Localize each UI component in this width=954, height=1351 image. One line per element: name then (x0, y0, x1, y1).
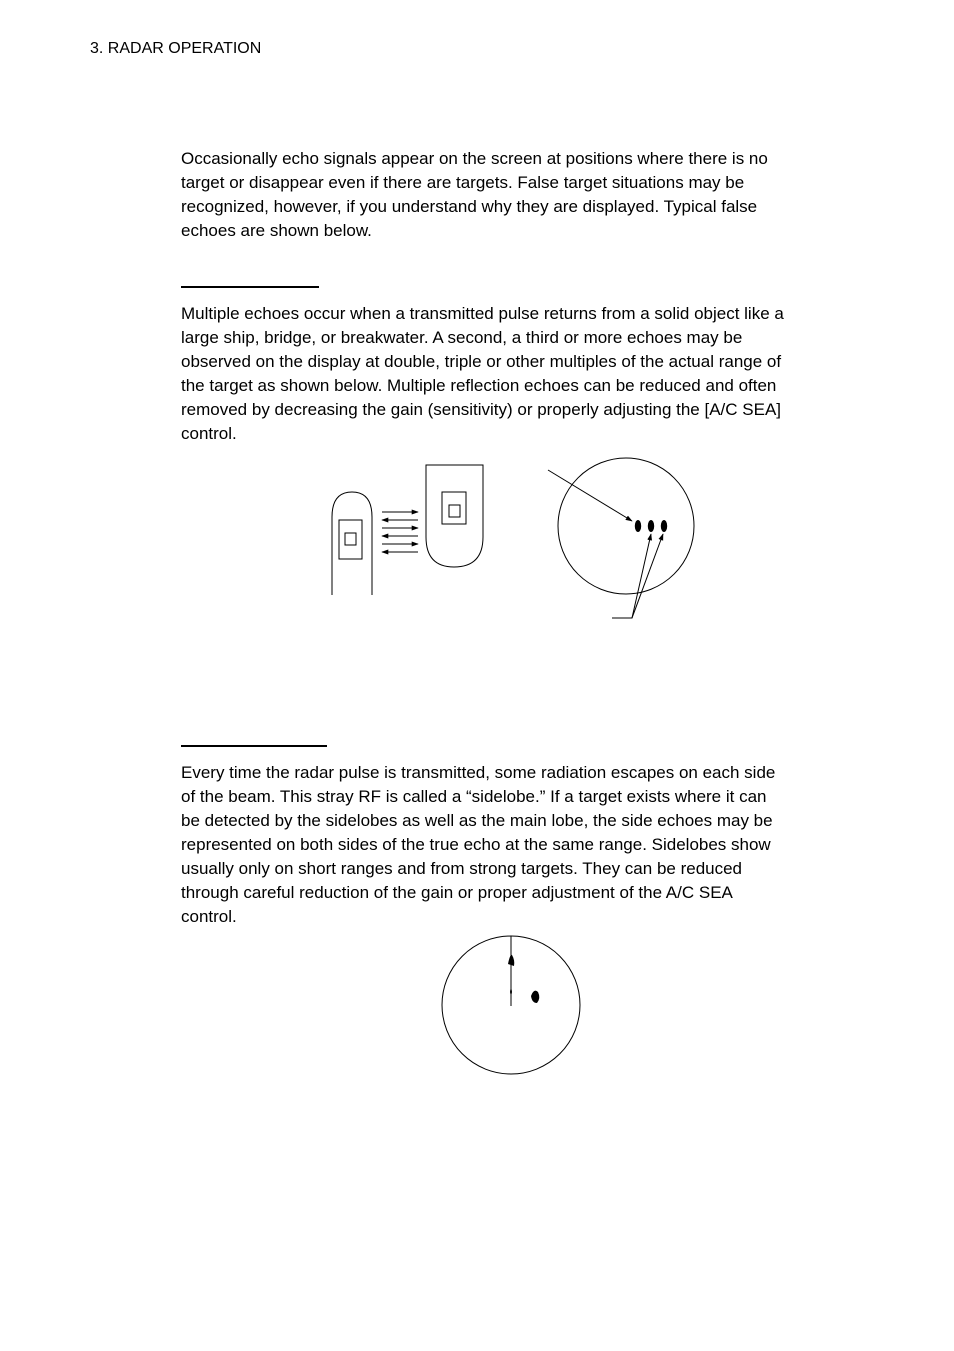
multiple-echoes-paragraph: Multiple echoes occur when a transmitted pulse returns from a solid object like a large ship, bridge, or breakwater. A second, a third or more echoes may be observed on the display at double, triple or other multiples of the actual range of the target as shown below. Multiple reflection echoes can be reduced and often removed by decreasing the gain (sensitivity) or properly adjusting the [A/C SEA] control. (181, 304, 784, 443)
true-echo-leader (548, 470, 632, 521)
radar-display (548, 458, 694, 618)
sidelobe-echo-upper (508, 955, 514, 966)
sidelobe-echoes-figure (430, 930, 590, 1080)
sidelobe-echoes-paragraph: Every time the radar pulse is transmitted, some radiation escapes on each side of the beam. This stray RF is called a “sidelobe.” If a target exists where it can be detected by the sidelobes as well as the main lobe, the side echoes may be represented on both sides of the true echo at the same range. Sidelobes show usually only on short ranges and from strong targets. They can be reduced through careful reduction of the gain or proper adjustment of the A/C SEA control. (181, 763, 776, 926)
section-heading-rule-multiple-echoes (181, 286, 319, 288)
section-heading-rule-sidelobe-echoes (181, 745, 327, 747)
multiple-echo-3 (661, 520, 667, 532)
radar-display (442, 936, 580, 1074)
true-echo (531, 991, 539, 1003)
pulse-arrows (382, 512, 418, 552)
target-ship-drawing (426, 465, 483, 567)
multiple-echoes-figure (320, 455, 700, 625)
sidelobe-echo-lower (510, 988, 512, 995)
multiple-echo-leader-2 (632, 534, 663, 618)
multiple-echo-2 (648, 520, 654, 532)
running-header: 3. RADAR OPERATION (90, 40, 262, 57)
multiple-echo-leader-1 (612, 534, 651, 618)
intro-paragraph: Occasionally echo signals appear on the screen at positions where there is no target or disappear even if there are targets. False target situations may be recognized, however, if you understand why they are displayed. Typical false echoes are shown below. (181, 149, 768, 240)
true-echo (635, 520, 641, 532)
own-ship-drawing (332, 492, 372, 595)
